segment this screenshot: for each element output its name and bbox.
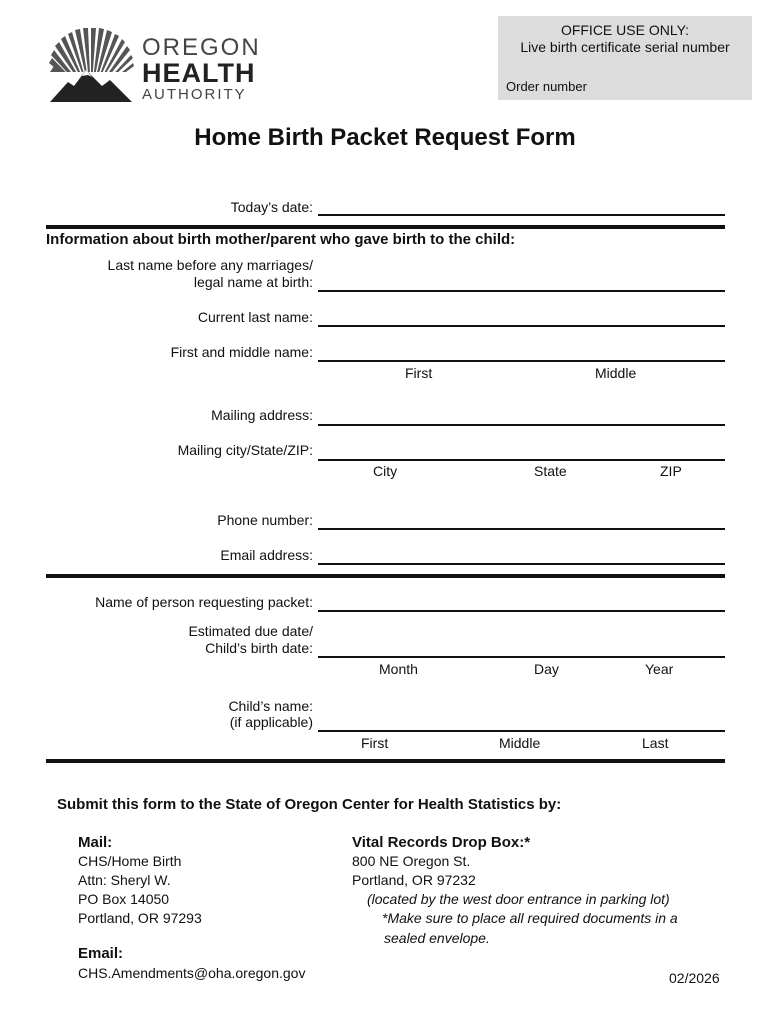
mother-section-heading: Information about birth mother/parent who gave birth to the child: <box>46 231 516 248</box>
due-date-label-line1: Estimated due date/ <box>188 623 313 639</box>
revision-date: 02/2026 <box>669 970 720 986</box>
section-divider <box>46 759 725 763</box>
mail-address-line: Attn: Sheryl W. <box>78 872 171 888</box>
requester-field[interactable] <box>318 610 725 612</box>
year-sublabel: Year <box>645 661 674 677</box>
first-name-sublabel: First <box>405 365 433 381</box>
email-heading: Email: <box>78 945 124 962</box>
birth-last-name-label-line2: legal name at birth: <box>193 274 313 290</box>
zip-sublabel: ZIP <box>660 463 682 479</box>
phone-label: Phone number: <box>217 512 313 528</box>
city-sublabel: City <box>373 463 398 479</box>
current-last-name-label: Current last name: <box>197 309 313 325</box>
mailing-address-label: Mailing address: <box>211 407 313 423</box>
dropbox-envelope-note: *Make sure to place all required documents in a <box>382 910 678 926</box>
logo-health: HEALTH <box>142 58 256 88</box>
child-name-label-line1: Child’s name: <box>228 698 313 714</box>
phone-field[interactable] <box>318 528 725 530</box>
email-label: Email address: <box>220 547 313 563</box>
dropbox-heading: Vital Records Drop Box:* <box>352 834 531 851</box>
child-last-sublabel: Last <box>642 735 669 751</box>
due-date-label-line2: Child’s birth date: <box>205 640 313 656</box>
birth-last-name-field[interactable] <box>318 290 725 292</box>
email-field[interactable] <box>318 563 725 565</box>
mail-address-line: PO Box 14050 <box>78 891 170 907</box>
current-last-name-field[interactable] <box>318 325 725 327</box>
submit-email-link[interactable]: CHS.Amendments@oha.oregon.gov <box>78 965 306 981</box>
birth-last-name-label-line1: Last name before any marriages/ <box>107 257 313 273</box>
mail-address-line: Portland, OR 97293 <box>78 910 202 926</box>
day-sublabel: Day <box>534 661 559 677</box>
submit-heading: Submit this form to the State of Oregon Center for Health Statistics by: <box>57 796 562 813</box>
requester-label: Name of person requesting packet: <box>95 594 313 610</box>
month-sublabel: Month <box>379 661 418 677</box>
section-divider <box>46 574 725 578</box>
todays-date-label: Today’s date: <box>230 199 313 215</box>
form-title: Home Birth Packet Request Form <box>194 124 576 151</box>
office-use-box <box>498 16 752 100</box>
mailing-city-field[interactable] <box>318 459 725 461</box>
sunburst-mountain-icon <box>46 28 136 104</box>
state-sublabel: State <box>534 463 567 479</box>
todays-date-field[interactable] <box>318 214 725 216</box>
section-divider <box>46 225 725 229</box>
child-name-field[interactable] <box>318 730 725 732</box>
mail-heading: Mail: <box>78 834 113 851</box>
child-first-sublabel: First <box>361 735 389 751</box>
logo-oregon: OREGON <box>142 34 261 61</box>
mailing-city-label: Mailing city/State/ZIP: <box>177 442 313 458</box>
dropbox-location-note: (located by the west door entrance in parking lot) <box>367 891 670 907</box>
due-date-field[interactable] <box>318 656 725 658</box>
dropbox-envelope-note-cont: sealed envelope. <box>384 930 490 946</box>
child-middle-sublabel: Middle <box>499 735 541 751</box>
mailing-address-field[interactable] <box>318 424 725 426</box>
first-middle-name-field[interactable] <box>318 360 725 362</box>
office-use-title: OFFICE USE ONLY: <box>560 22 690 38</box>
middle-name-sublabel: Middle <box>595 365 637 381</box>
serial-number-label: Live birth certificate serial number <box>520 39 730 55</box>
child-name-label-line2: (if applicable) <box>229 714 313 730</box>
dropbox-address-line: 800 NE Oregon St. <box>352 853 471 869</box>
oha-logo <box>46 28 276 104</box>
first-middle-name-label: First and middle name: <box>170 344 313 360</box>
logo-authority: AUTHORITY <box>142 86 247 103</box>
order-number-label: Order number <box>506 79 587 94</box>
dropbox-address-line: Portland, OR 97232 <box>352 872 476 888</box>
mail-address-line: CHS/Home Birth <box>78 853 182 869</box>
